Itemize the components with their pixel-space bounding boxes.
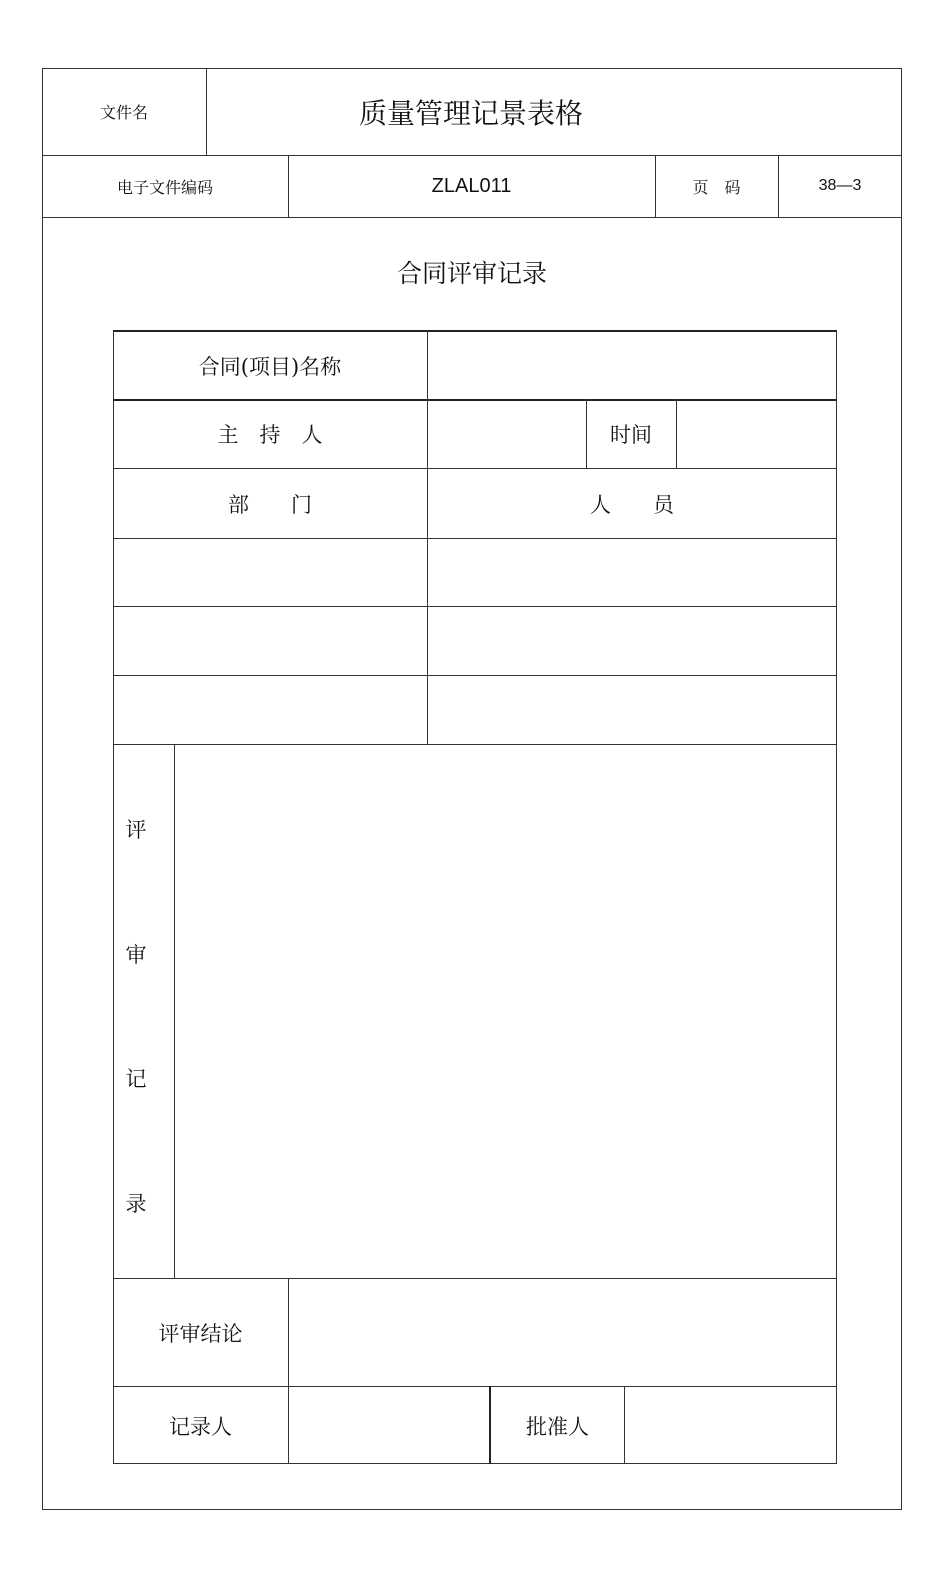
review-label-char: 评: [125, 818, 147, 842]
dept-header: 部 门: [228, 492, 312, 517]
conclusion-label: 评审结论: [158, 1321, 243, 1346]
participant-dept-field[interactable]: [113, 539, 427, 606]
review-label-char: 审: [125, 943, 147, 967]
review-content-field[interactable]: [175, 745, 837, 1278]
participant-staff-field[interactable]: [427, 539, 837, 606]
approver-field[interactable]: [625, 1387, 837, 1464]
document-title: 质量管理记景表格: [358, 96, 583, 130]
staff-header: 人 员: [590, 492, 674, 517]
doc-code-label: 电子文件编码: [116, 177, 213, 197]
recorder-label: 记录人: [169, 1414, 232, 1439]
participant-staff-field[interactable]: [427, 607, 837, 675]
review-label-char: 录: [125, 1192, 147, 1216]
doc-code-value: ZLAL011: [431, 174, 512, 197]
approver-label: 批准人: [526, 1414, 589, 1439]
contract-name-field[interactable]: [427, 332, 837, 399]
host-label: 主 持 人: [217, 423, 323, 447]
host-field[interactable]: [427, 400, 586, 468]
page-label: 页 码: [692, 177, 741, 197]
contract-name-label: 合同(项目)名称: [198, 354, 342, 379]
time-field[interactable]: [676, 400, 837, 468]
conclusion-field[interactable]: [289, 1279, 837, 1386]
recorder-field[interactable]: [289, 1387, 489, 1464]
time-label: 时间: [610, 423, 652, 447]
participant-staff-field[interactable]: [427, 676, 837, 744]
file-name-label: 文件名: [99, 103, 148, 122]
participant-dept-field[interactable]: [113, 676, 427, 744]
form-title: 合同评审记录: [396, 259, 547, 288]
header-divider-2: [42, 217, 902, 218]
review-label-char: 记: [125, 1067, 147, 1091]
participant-dept-field[interactable]: [113, 607, 427, 675]
page-number: 38—3: [818, 177, 862, 194]
